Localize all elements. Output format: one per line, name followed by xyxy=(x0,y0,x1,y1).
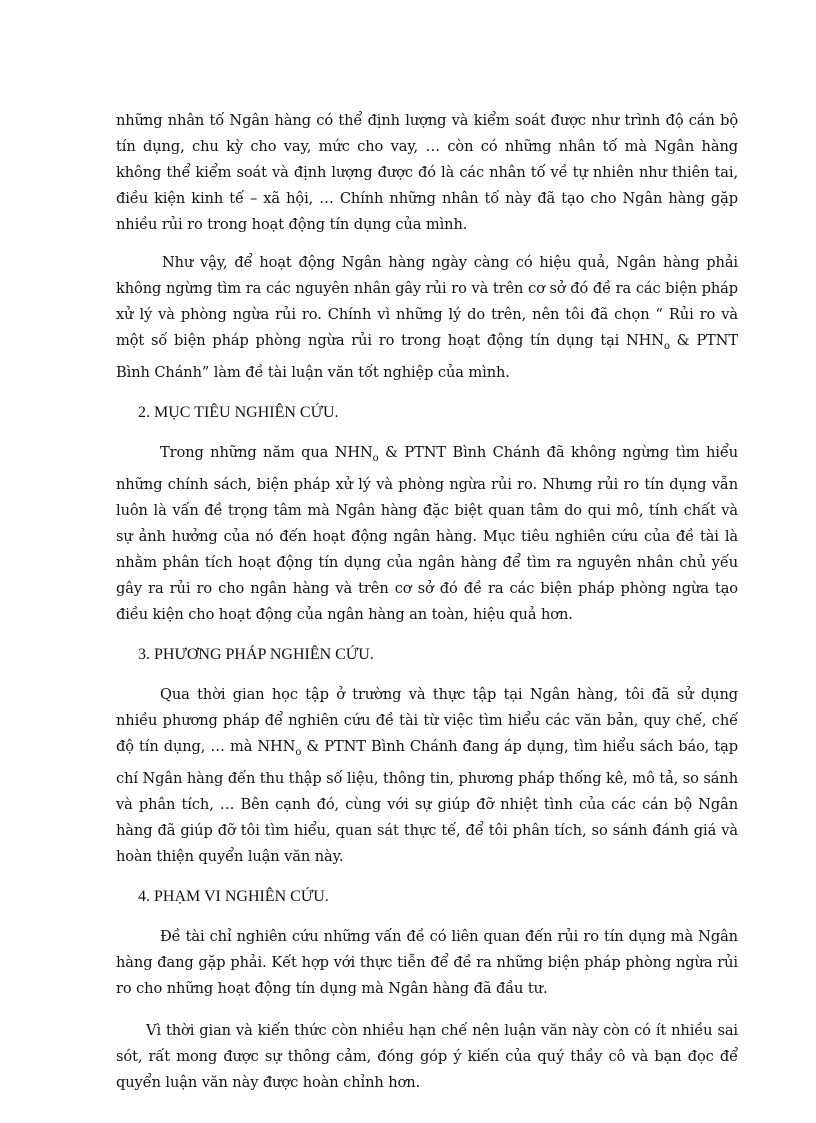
paragraph-closing: Vì thời gian và kiến thức còn nhiều hạn chế nên luận văn này còn có ít nhiều sai sót, rất mong được sự thông cảm, đóng góp ý kiến của quý thầy cô và bạn đọc để quyển luận văn này được hoàn chỉnh hơn. xyxy=(116,1021,738,1091)
heading-scope: 4. PHẠM VI NGHIÊN CỨU. xyxy=(138,887,329,905)
heading-methods: 3. PHƯƠNG PHÁP NGHIÊN CỨU. xyxy=(138,645,374,663)
paragraph-methods-text: Qua thời gian học tập ở trường và thực tập tại Ngân hàng, tôi đã sử dụng nhiều phương pháp để nghiên cứu đề tài từ việc tìm hiểu các văn bản, quy chế, chế độ tín dụng, … mà NHN xyxy=(116,685,738,755)
paragraph-reason-text: Như vậy, để hoạt động Ngân hàng ngày càng có hiệu quả, Ngân hàng phải không ngừng tìm ra các nguyên nhân gây rủi ro và trên cơ sở đó đề ra các biện pháp xử lý và phòng ngừa rủi ro. Chính vì những lý do trên, nên tôi đã chọn “ Rủi ro và một số biện pháp phòng ngừa rủi ro trong hoạt động tín dụng tại NHN xyxy=(116,254,738,349)
paragraph-reason-text-end: & PTNT Bình Chánh” làm đề tài luận văn tốt nghiệp của mình. xyxy=(116,332,738,381)
document-page xyxy=(116,108,738,1096)
subscript-o: o xyxy=(295,746,302,758)
subscript-o: o xyxy=(372,452,379,464)
paragraph-methods-text-end: & PTNT Bình Chánh đang áp dụng, tìm hiểu sách báo, tạp chí Ngân hàng đến thu thập số liệu, thông tin, phương pháp thống kê, mô tả, so sánh và phân tích, … Bên cạnh đó, cùng với sự giúp đỡ nhiệt tình của các cán bộ Ngân hàng đã giúp đỡ tôi tìm hiểu, quan sát thực tế, để tôi phân tích, so sánh đánh giá và hoàn thiện quyển luận văn này. xyxy=(116,737,738,865)
paragraph-methods xyxy=(116,682,738,870)
paragraph-objectives-text: Trong những năm qua NHN xyxy=(160,443,373,461)
paragraph-intro-continued: những nhân tố Ngân hàng có thể định lượng và kiểm soát được như trình độ cán bộ tín dụng, chu kỳ cho vay, mức cho vay, … còn có những nhân tố mà Ngân hàng không thể kiểm soát và định lượng được đó là các nhân tố về tự nhiên như thiên tai, điều kiện kinh tế – xã hội, … Chính những nhân tố này đã tạo cho Ngân hàng gặp nhiều rủi ro trong hoạt động tín dụng của mình. xyxy=(116,112,738,233)
heading-objectives: 2. MỤC TIÊU NGHIÊN CỨU. xyxy=(138,403,339,421)
subscript-o: o xyxy=(663,340,670,352)
paragraph-objectives-text-end: & PTNT Bình Chánh đã không ngừng tìm hiểu những chính sách, biện pháp xử lý và phòng ngừa rủi ro. Nhưng rủi ro tín dụng vẫn luôn là vấn đề trọng tâm mà Ngân hàng đặc biệt quan tâm do qui mô, tính chất và sự ảnh hưởng của nó đến hoạt động ngân hàng. Mục tiêu nghiên cứu của đề tài là nhằm phân tích hoạt động tín dụng của ngân hàng để tìm ra nguyên nhân chủ yếu gây ra rủi ro cho ngân hàng và trên cơ sở đó đề ra các biện pháp phòng ngừa tạo điều kiện cho hoạt động của ngân hàng an toàn, hiệu quả hơn. xyxy=(116,443,739,623)
paragraph-objectives xyxy=(116,440,738,628)
paragraph-reason xyxy=(116,250,738,386)
paragraph-scope: Đề tài chỉ nghiên cứu những vấn đề có liên quan đến rủi ro tín dụng mà Ngân hàng đang gặp phải. Kết hợp với thực tiễn để đề ra những biện pháp phòng ngừa rủi ro cho những hoạt động tín dụng mà Ngân hàng đã đầu tư. xyxy=(116,927,738,997)
